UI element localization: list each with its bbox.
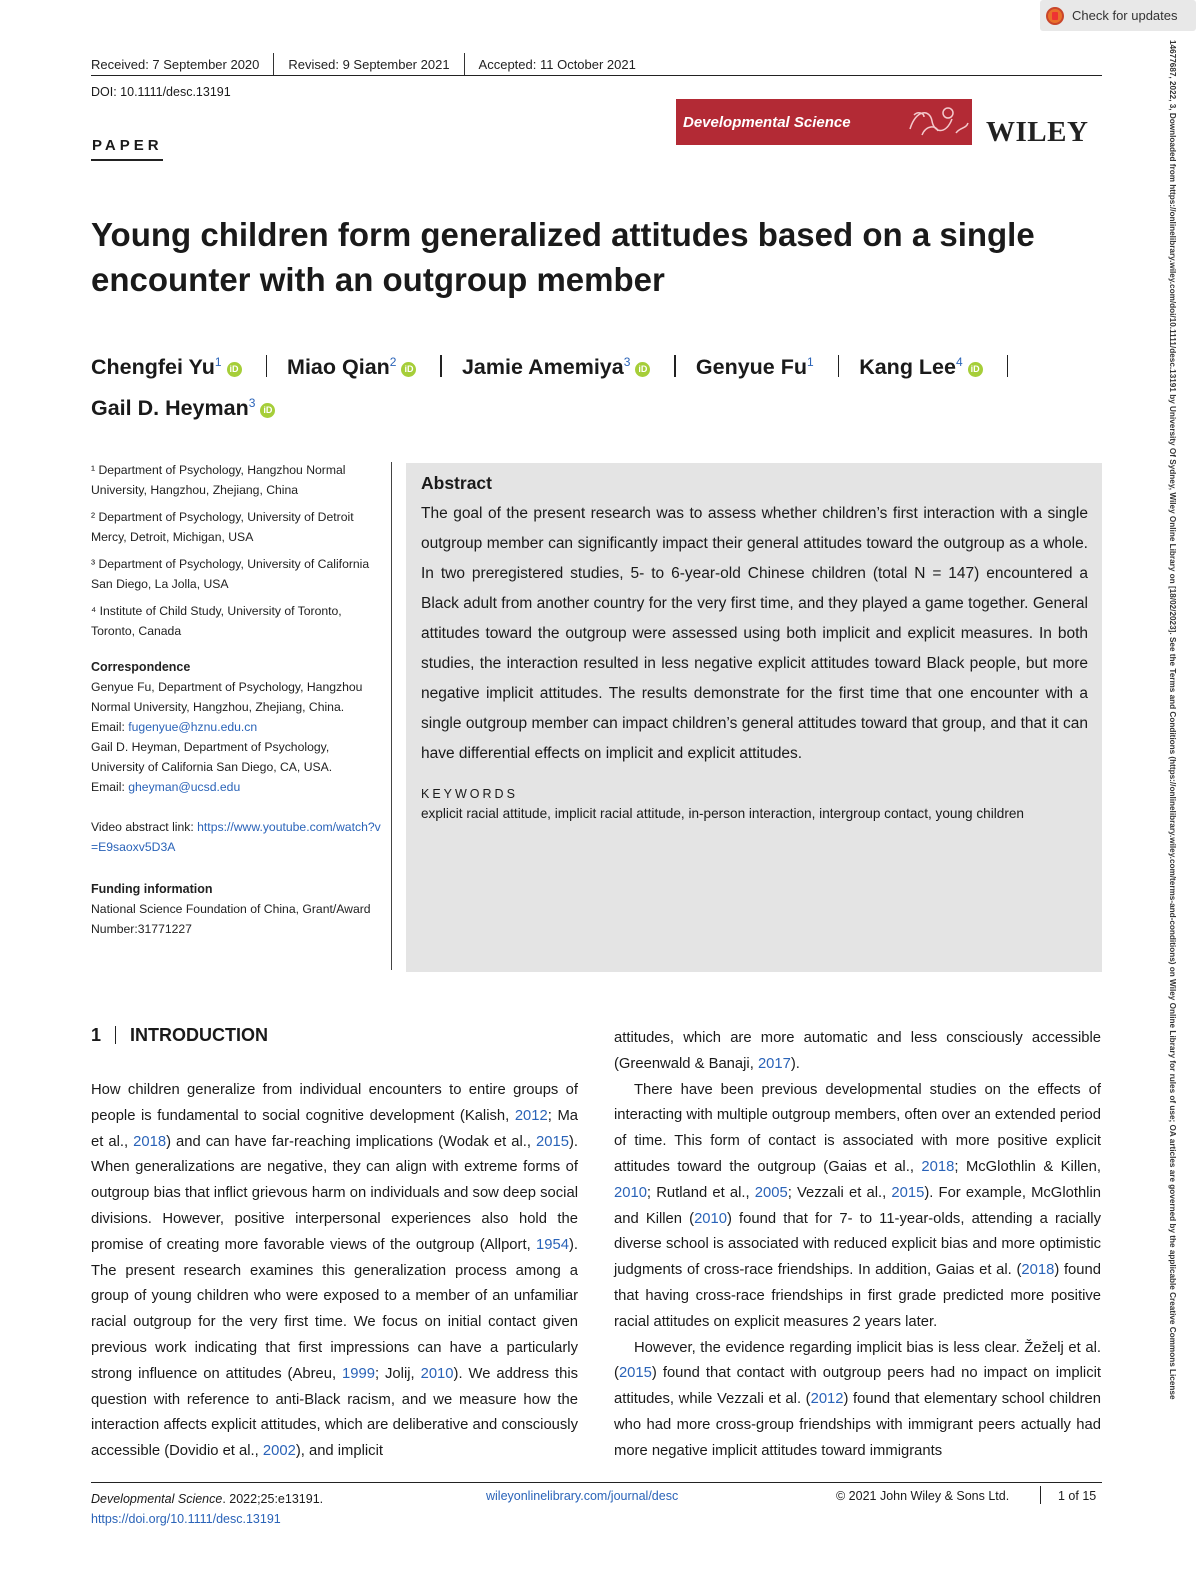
author[interactable]: Gail D. Heyman$^3$iD	[91, 385, 275, 426]
paragraph	[614, 1078, 1101, 1336]
citation-link[interactable]: 2012	[514, 1107, 548, 1124]
video-abstract-link[interactable]: https://www.youtube.com/watch?v=E9saoxv5D3A	[91, 820, 381, 854]
citation-link[interactable]: 2018	[133, 1133, 167, 1150]
text-run: attitudes, which are more automatic and less consciously accessible (Greenwald & Banaji,	[614, 1030, 1101, 1072]
funding-text: National Science Foundation of China, Grant/Award Number:31771227	[91, 902, 371, 936]
keywords-heading: KEYWORDS	[421, 787, 518, 801]
section-number: 1	[91, 1025, 102, 1045]
citation-link[interactable]: 2010	[694, 1210, 727, 1227]
footer-journal-site-link[interactable]: wileyonlinelibrary.com/journal/desc	[486, 1489, 679, 1503]
text-run: ) found that having cross-race friendships in first grade predicted more positive racial attitudes on explicit measures 2 years later.	[614, 1262, 1101, 1330]
correspondence-heading: Correspondence	[91, 660, 191, 674]
text-run: There have been previous developmental studies on the effects of interacting with multiple outgroup members, often over an extended period of time. This form of contact is associated with more positive explicit attitudes toward the outgroup (Gaias et al.,	[614, 1081, 1101, 1175]
text-run: ) found that elementary school children who had more cross-group friendships with immigrant peers actually had more negative implicit attitudes toward immigrants	[614, 1391, 1101, 1459]
correspondence-text: Genyue Fu, Department of Psychology, Hangzhou Normal University, Hangzhou, Zhejiang, China.	[91, 680, 363, 714]
affiliation: ² Department of Psychology, University of Detroit Mercy, Detroit, Michigan, USA	[91, 510, 354, 544]
text-run: How children generalize from individual encounters to entire groups of people is fundamental to social cognitive development (Kalish,	[91, 1082, 578, 1124]
author[interactable]: Chengfei Yu$^1$iD	[91, 344, 242, 385]
funding-heading: Funding information	[91, 882, 213, 896]
download-watermark	[1163, 40, 1191, 1540]
paragraph	[614, 1026, 1101, 1078]
citation-link[interactable]: 2015	[618, 1365, 652, 1382]
footer-rule	[91, 1482, 1102, 1483]
author[interactable]: Miao Qian$^2$iD	[287, 344, 416, 385]
email-link[interactable]: gheyman@ucsd.edu	[128, 780, 241, 794]
citation-link[interactable]: 2010	[614, 1184, 647, 1201]
citation-link[interactable]: 2018	[921, 1158, 955, 1175]
journal-logo	[676, 99, 972, 145]
orcid-icon[interactable]: iD	[635, 362, 650, 377]
text-run: However, the evidence regarding implicit bias is less clear. Žeželj et al. (	[614, 1339, 1101, 1382]
abstract-heading: Abstract	[421, 473, 492, 493]
abstract-text: The goal of the present research was to assess whether children’s first interaction with a single outgroup member can significantly impact their general attitudes toward the outgroup as a whole. In two preregistered studies, 5- to 6-year-old Chinese children (total N = 147) encountered a Black adult from another country for the very first time, and they played a game together. General attitudes toward the outgroup were assessed using both implicit and explicit measures. In both studies, the interaction resulted in less negative explicit attitudes toward Black people, but more negative implicit attitudes. The results demonstrate for the first time that one encounter with a single outgroup member can impact children’s general attitudes toward that group, and that it can have differential effects on implicit and explicit attitudes.	[421, 505, 1088, 762]
journal-ornament-icon	[902, 99, 972, 145]
author[interactable]: Jamie Amemiya$^3$iD	[462, 344, 650, 385]
paper-title: Young children form generalized attitudes based on a single encounter with an outgroup member	[91, 216, 1035, 298]
citation-link[interactable]: 2005	[754, 1184, 788, 1201]
author[interactable]: Kang Lee$^4$iD	[859, 344, 982, 385]
abstract-box	[406, 463, 1102, 972]
body-column-right	[614, 1026, 1101, 1465]
text-run: ) found that for 7- to 11-year-olds, attending a racially diverse school is associated with reduced explicit bias and more optimistic judgments of cross-race friendships. In addition, Gaias et al. (	[614, 1210, 1101, 1279]
affiliation: ⁴ Institute of Child Study, University of Toronto, Toronto, Canada	[91, 604, 342, 638]
article-type-underline	[91, 159, 163, 161]
paragraph	[91, 1078, 578, 1465]
orcid-icon[interactable]: iD	[968, 362, 983, 377]
dates-row	[91, 53, 636, 75]
email-label: Email:	[91, 720, 129, 734]
orcid-icon[interactable]: iD	[401, 362, 416, 377]
correspondence-text: Gail D. Heyman, Department of Psychology, University of California San Diego, CA, USA.	[91, 740, 333, 774]
text-run: ; Jolij,	[374, 1365, 421, 1382]
section-title: INTRODUCTION	[130, 1025, 269, 1045]
text-run: ). When generalizations are negative, they can align with extreme forms of outgroup bias that inflict grievous harm on individuals and sow deep social divisions. However, positive interpersonal experiences also hold the promise of creating more favorable views of the outgroup (Allport,	[91, 1133, 578, 1253]
body-column-left	[91, 1078, 578, 1465]
accepted-date: Accepted: 11 October 2021	[478, 56, 636, 72]
keywords-text: explicit racial attitude, implicit racial attitude, in-person interaction, intergroup contact, young children	[421, 806, 1024, 821]
footer-doi-link[interactable]: https://doi.org/10.1111/desc.13191	[91, 1512, 281, 1526]
text-run: ) found that contact with outgroup peers had no impact on implicit attitudes, while Vezzali et al. (	[614, 1365, 1101, 1408]
divider	[838, 355, 840, 377]
divider	[440, 355, 442, 377]
text-run: ; Vezzali et al.,	[787, 1184, 892, 1201]
citation-link[interactable]: 2018	[1021, 1262, 1055, 1279]
video-abstract-label: Video abstract link:	[91, 820, 198, 834]
text-run: ; Rutland et al.,	[646, 1184, 755, 1201]
text-run: ).	[790, 1055, 800, 1072]
citation-link[interactable]: 2015	[891, 1184, 925, 1201]
divider	[1040, 1486, 1041, 1504]
check-updates-label: Check for updates	[1072, 8, 1178, 23]
article-info-column	[91, 460, 381, 939]
text-run: ). The present research examines this generalization process among a group of young children who were exposed to a member of an unfamiliar racial outgroup for the very first time. We focus on initial contact given previous work indicating that first impressions can have a particularly strong influence on attitudes (Abreu,	[91, 1236, 578, 1382]
citation-link[interactable]: 1999	[342, 1365, 375, 1382]
divider	[674, 355, 676, 377]
orcid-icon[interactable]: iD	[227, 362, 242, 377]
divider	[1007, 355, 1009, 377]
citation-link[interactable]: 2017	[757, 1055, 791, 1072]
download-watermark-text: 14677687, 2022, 3, Downloaded from https://onlinelibrary.wiley.com/doi/10.1111/desc.13191 by University Of Sydney, Wiley Online Library on [18/02/2023]. See the Terms and Conditions (https://onlinelibrary.wiley.com/terms-and-conditions) on Wiley Online Library for rules of use; OA articles are governed by the applicable Creative Commons License	[1168, 40, 1177, 1400]
column-divider	[391, 462, 392, 970]
divider	[266, 355, 268, 377]
divider	[115, 1026, 116, 1044]
author-list	[91, 344, 1101, 426]
page-number: 1 of 15	[1058, 1489, 1097, 1503]
email-link[interactable]: fugenyue@hznu.edu.cn	[128, 720, 258, 734]
received-date: Received: 7 September 2020	[91, 56, 260, 72]
text-run: ), and implicit	[295, 1443, 383, 1460]
orcid-icon[interactable]: iD	[260, 403, 275, 418]
citation-link[interactable]: 2012	[810, 1391, 844, 1408]
publisher-logo: WILEY	[986, 116, 1089, 148]
affiliation: ³ Department of Psychology, University of California San Diego, La Jolla, USA	[91, 557, 370, 591]
revised-date: Revised: 9 September 2021	[288, 56, 450, 72]
check-for-updates-button[interactable]	[1040, 0, 1196, 31]
author[interactable]: Genyue Fu$^1$	[695, 355, 814, 380]
doi: DOI: 10.1111/desc.13191	[91, 85, 231, 99]
header-rule	[91, 75, 1102, 76]
citation-link[interactable]: 2002	[262, 1443, 296, 1460]
divider	[464, 53, 465, 75]
bookmark-icon	[1046, 7, 1064, 25]
footer-volume: . 2022;25:e13191.	[222, 1492, 324, 1506]
text-run: ) and can have far-reaching implications (Wodak et al.,	[166, 1133, 537, 1150]
text-run: ; Ma et al.,	[91, 1107, 578, 1150]
journal-name: Developmental Science	[683, 113, 851, 131]
divider	[273, 53, 274, 75]
article-type-label: PAPER	[92, 137, 163, 154]
text-run: ). We address this question with reference to anti-Black racism, and we measure how the interaction affects explicit attitudes, which are deliberative and consciously accessible (Dovidio et al.,	[91, 1365, 579, 1460]
citation-link[interactable]: 2010	[420, 1365, 454, 1382]
affiliation: ¹ Department of Psychology, Hangzhou Normal University, Hangzhou, Zhejiang, China	[91, 463, 346, 497]
footer-copyright: © 2021 John Wiley & Sons Ltd.	[836, 1489, 1010, 1503]
email-label: Email:	[91, 780, 129, 794]
footer-journal: Developmental Science	[91, 1492, 223, 1506]
section-heading	[91, 1025, 268, 1046]
text-run: ). For example, McGlothlin and Killen (	[614, 1184, 1101, 1227]
text-run: ; McGlothlin & Killen,	[954, 1158, 1101, 1175]
footer-citation	[91, 1489, 323, 1529]
citation-link[interactable]: 2015	[536, 1133, 569, 1150]
paragraph	[614, 1336, 1101, 1465]
citation-link[interactable]: 1954	[536, 1236, 569, 1253]
